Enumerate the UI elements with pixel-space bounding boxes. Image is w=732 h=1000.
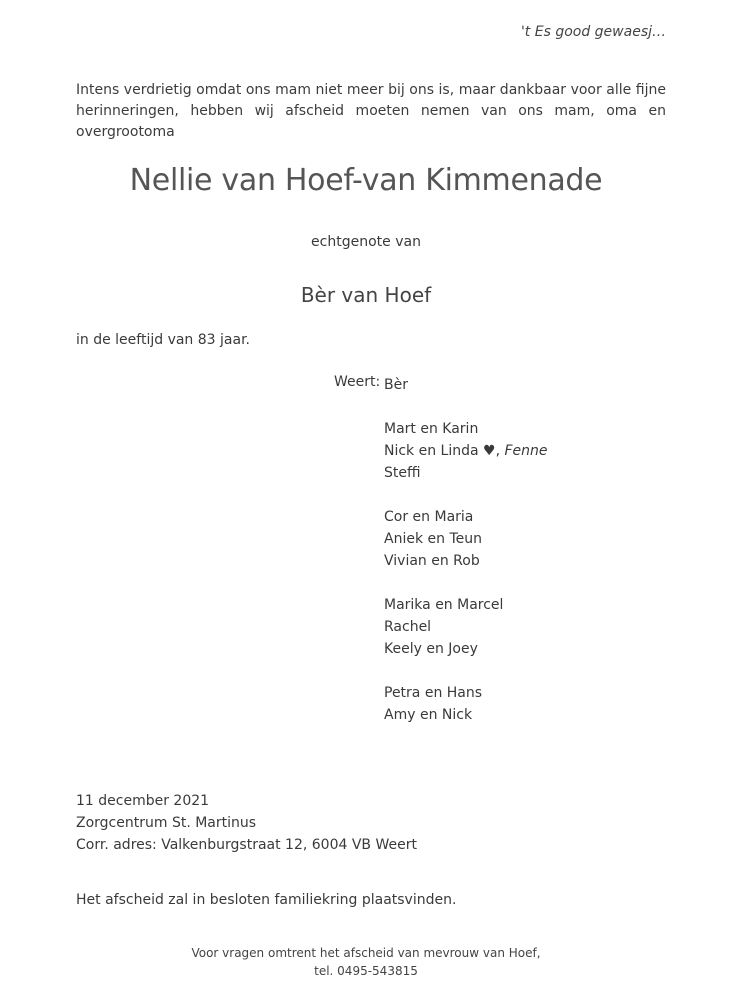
family-member: Keely en Joey (384, 641, 478, 657)
family-head-group (384, 374, 548, 396)
footer (0, 944, 732, 980)
family-member: Rachel (384, 619, 432, 635)
correspondence-address: Corr. adres: Valkenburgstraat 12, 6004 VB Weert (76, 837, 417, 853)
family-member: Petra en Hans (384, 685, 483, 701)
family-head: Bèr (384, 377, 408, 393)
family-member: Marika en Marcel (384, 597, 504, 613)
motto: 't Es good gewaesj… (520, 24, 666, 40)
closing-text: Het afscheid zal in besloten familiekring plaatsvinden. (76, 892, 457, 908)
family-member (384, 440, 548, 462)
age-text: in de leeftijd van 83 jaar. (76, 332, 250, 348)
family-member: Steffi (384, 465, 421, 481)
family-member: Aniek en Teun (384, 531, 482, 547)
family-member-italic: Fenne (504, 443, 548, 459)
footer-line-1: Voor vragen omtrent het afscheid van mevrouw van Hoef, (191, 946, 541, 960)
spouse-label: echtgenote van (311, 234, 421, 250)
family-place: Weert: (334, 374, 381, 390)
family-member: Mart en Karin (384, 421, 479, 437)
family-group (384, 594, 548, 660)
family-member: Vivian en Rob (384, 553, 480, 569)
location: Zorgcentrum St. Martinus (76, 815, 257, 831)
family-group (384, 682, 548, 726)
details-block (76, 790, 417, 856)
death-date: 11 december 2021 (76, 793, 210, 809)
spouse-name: Bèr van Hoef (300, 283, 432, 307)
family-member-text: Nick en Linda ♥, (384, 443, 501, 459)
footer-phone: tel. 0495-543815 (314, 964, 418, 978)
family-member: Amy en Nick (384, 707, 473, 723)
family-list (384, 374, 548, 748)
family-member: Cor en Maria (384, 509, 474, 525)
family-group (384, 418, 548, 484)
intro-text: Intens verdrietig omdat ons mam niet meer bij ons is, maar dankbaar voor alle fijne herinneringen, hebben wij afscheid moeten nemen van ons mam, oma en overgrootoma (76, 82, 666, 140)
family-group (384, 506, 548, 572)
deceased-name: Nellie van Hoef-van Kimmenade (129, 163, 603, 198)
